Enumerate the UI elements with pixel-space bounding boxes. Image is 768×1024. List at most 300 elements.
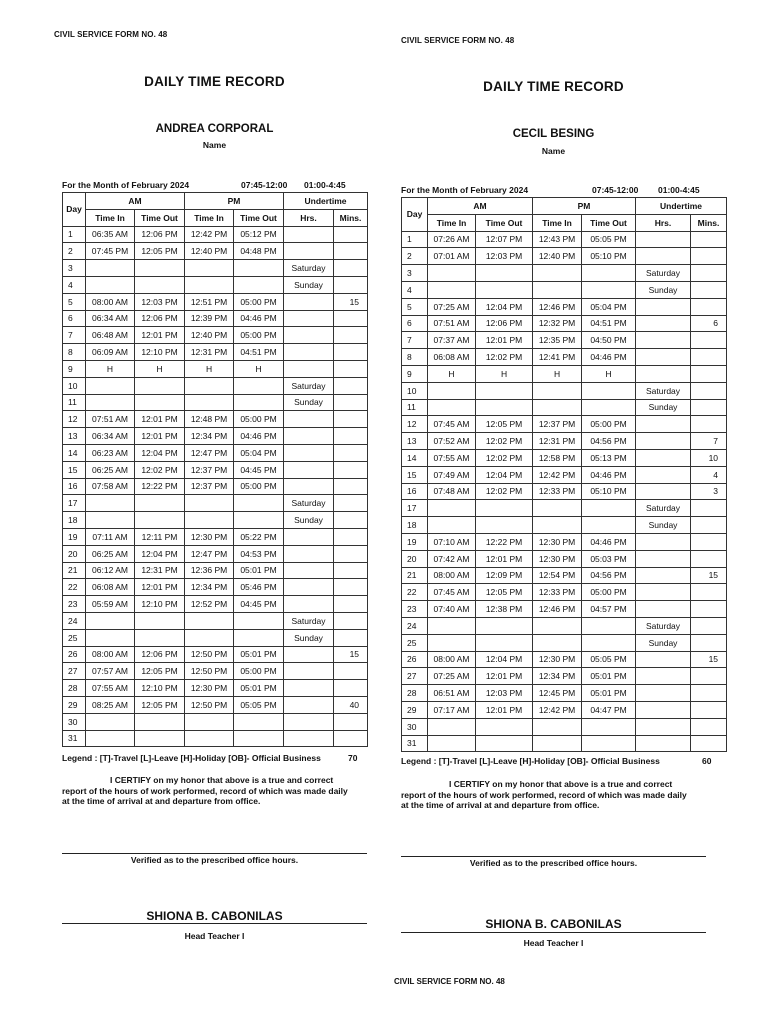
am-time-in-cell: 07:51 AM: [86, 411, 135, 428]
day-cell: 7: [63, 327, 86, 344]
table-row: [402, 315, 727, 332]
pm-time-in-cell: [185, 495, 234, 512]
pm-time-in-cell: 12:50 PM: [185, 663, 234, 680]
day-cell: 15: [402, 466, 428, 483]
am-time-out-cell: [476, 617, 533, 634]
pm-time-out-cell: 05:04 PM: [234, 444, 284, 461]
day-cell: 29: [63, 696, 86, 713]
undertime-mins-cell: [691, 231, 727, 248]
undertime-hrs-cell: [284, 696, 334, 713]
undertime-mins-cell: [691, 617, 727, 634]
table-row: [63, 663, 368, 680]
pm-time-in-cell: 12:46 PM: [533, 601, 582, 618]
table-row: [63, 260, 368, 277]
undertime-mins-cell: [334, 528, 368, 545]
table-row: [63, 579, 368, 596]
pm-time-out-cell: H: [234, 360, 284, 377]
pm-time-in-cell: 12:40 PM: [533, 248, 582, 265]
pm-time-out-cell: [582, 634, 636, 651]
am-time-in-cell: [428, 281, 476, 298]
pm-time-out-cell: [234, 495, 284, 512]
day-cell: 20: [63, 545, 86, 562]
am-time-in-cell: [86, 730, 135, 747]
day-cell: 26: [402, 651, 428, 668]
am-time-out-cell: 12:05 PM: [135, 243, 185, 260]
table-row: [402, 449, 727, 466]
pm-time-in-cell: [185, 276, 234, 293]
day-cell: 10: [402, 382, 428, 399]
table-row: [63, 293, 368, 310]
dtr-table: [62, 192, 368, 747]
am-time-in-cell: 07:57 AM: [86, 663, 135, 680]
am-time-out-cell: 12:06 PM: [476, 315, 533, 332]
table-row: [63, 495, 368, 512]
undertime-hrs-cell: [636, 332, 691, 349]
undertime-hrs-cell: [284, 596, 334, 613]
am-time-out-cell: [135, 512, 185, 529]
table-row: [402, 298, 727, 315]
pm-time-in-cell: 12:40 PM: [185, 327, 234, 344]
am-time-out-cell: 12:06 PM: [135, 226, 185, 243]
signature-line: [62, 853, 367, 854]
pm-time-out-cell: 05:12 PM: [234, 226, 284, 243]
pm-time-in-cell: [533, 517, 582, 534]
am-time-out-cell: [135, 394, 185, 411]
undertime-hrs-cell: [636, 416, 691, 433]
pm-time-in-cell: 12:52 PM: [185, 596, 234, 613]
pm-time-out-cell: [234, 377, 284, 394]
pm-time-in-cell: 12:32 PM: [533, 315, 582, 332]
table-row: [402, 265, 727, 282]
day-cell: 28: [63, 680, 86, 697]
undertime-mins-cell: [691, 399, 727, 416]
am-time-in-cell: 07:26 AM: [428, 231, 476, 248]
am-time-in-cell: 07:45 AM: [428, 584, 476, 601]
am-header: AM: [86, 193, 185, 210]
pm-time-in-cell: 12:30 PM: [533, 533, 582, 550]
pm-header: PM: [533, 198, 636, 215]
legend-text: Legend : [T]-Travel [L]-Leave [H]-Holiday [OB]- Official Business: [401, 756, 660, 766]
am-time-out-cell: 12:22 PM: [476, 533, 533, 550]
pm-hours: 01:00-4:45: [658, 185, 700, 195]
pm-time-in-cell: 12:31 PM: [185, 344, 234, 361]
undertime-hrs-cell: [636, 567, 691, 584]
undertime-mins-cell: 4: [691, 466, 727, 483]
day-cell: 22: [402, 584, 428, 601]
am-time-out-cell: 12:01 PM: [476, 668, 533, 685]
table-row: [63, 226, 368, 243]
table-row: [63, 713, 368, 730]
undertime-hrs-cell: [284, 428, 334, 445]
undertime-hrs-cell: [636, 298, 691, 315]
undertime-mins-cell: [334, 730, 368, 747]
pm-time-in-cell: 12:42 PM: [533, 701, 582, 718]
undertime-mins-cell: [334, 344, 368, 361]
undertime-mins-cell: [691, 634, 727, 651]
table-row: [402, 382, 727, 399]
undertime-hrs-cell: Saturday: [284, 612, 334, 629]
pm-time-out-cell: [234, 276, 284, 293]
am-time-out-cell: 12:04 PM: [476, 651, 533, 668]
am-time-out-cell: [135, 260, 185, 277]
table-row: [63, 680, 368, 697]
am-time-out-header: Time Out: [135, 209, 185, 226]
table-row: [63, 428, 368, 445]
pm-time-in-cell: [185, 512, 234, 529]
am-time-out-cell: 12:05 PM: [135, 663, 185, 680]
day-cell: 17: [63, 495, 86, 512]
pm-time-out-cell: 05:46 PM: [234, 579, 284, 596]
undertime-mins-cell: [691, 685, 727, 702]
am-time-in-cell: 06:12 AM: [86, 562, 135, 579]
table-row: [63, 310, 368, 327]
am-time-in-cell: 08:25 AM: [86, 696, 135, 713]
pm-time-out-cell: 05:00 PM: [234, 411, 284, 428]
undertime-hrs-cell: Saturday: [284, 495, 334, 512]
undertime-hrs-cell: [284, 528, 334, 545]
undertime-mins-cell: [334, 545, 368, 562]
am-time-in-cell: [86, 495, 135, 512]
am-time-in-cell: 07:52 AM: [428, 433, 476, 450]
undertime-mins-cell: [691, 517, 727, 534]
day-cell: 23: [402, 601, 428, 618]
undertime-hrs-cell: Sunday: [636, 281, 691, 298]
undertime-hrs-cell: [284, 730, 334, 747]
am-hours: 07:45-12:00: [592, 185, 639, 195]
table-row: [63, 596, 368, 613]
am-time-in-cell: 07:48 AM: [428, 483, 476, 500]
table-row: [63, 612, 368, 629]
day-cell: 20: [402, 550, 428, 567]
pm-time-out-cell: [234, 512, 284, 529]
am-time-in-cell: 07:58 AM: [86, 478, 135, 495]
table-row: [402, 550, 727, 567]
undertime-mins-cell: [691, 701, 727, 718]
day-cell: 12: [63, 411, 86, 428]
am-time-in-cell: 08:00 AM: [428, 567, 476, 584]
table-row: [402, 281, 727, 298]
am-time-in-cell: 07:10 AM: [428, 533, 476, 550]
table-row: [402, 567, 727, 584]
day-cell: 14: [63, 444, 86, 461]
verified-text: Verified as to the prescribed office hours.: [130, 855, 299, 865]
am-time-out-cell: 12:03 PM: [476, 248, 533, 265]
am-time-out-cell: 12:09 PM: [476, 567, 533, 584]
table-row: [402, 332, 727, 349]
am-time-in-header: Time In: [86, 209, 135, 226]
pm-time-in-cell: 12:41 PM: [533, 349, 582, 366]
pm-time-out-cell: [582, 281, 636, 298]
undertime-mins-cell: 7: [691, 433, 727, 450]
signer-position: Head Teacher I: [184, 931, 245, 941]
pm-time-in-cell: [533, 399, 582, 416]
am-time-in-cell: 07:37 AM: [428, 332, 476, 349]
day-cell: 2: [402, 248, 428, 265]
pm-time-out-cell: [234, 713, 284, 730]
pm-time-out-cell: 05:01 PM: [234, 680, 284, 697]
day-cell: 15: [63, 461, 86, 478]
pm-time-out-cell: 04:46 PM: [582, 533, 636, 550]
am-time-out-cell: 12:10 PM: [135, 680, 185, 697]
day-cell: 13: [63, 428, 86, 445]
pm-time-in-cell: 12:37 PM: [185, 461, 234, 478]
pm-time-out-cell: 05:10 PM: [582, 483, 636, 500]
employee-name: ANDREA CORPORAL: [155, 123, 274, 135]
undertime-hrs-cell: [636, 433, 691, 450]
am-time-out-cell: [135, 629, 185, 646]
undertime-hrs-cell: [636, 718, 691, 735]
day-cell: 29: [402, 701, 428, 718]
day-cell: 24: [63, 612, 86, 629]
am-time-in-cell: [86, 276, 135, 293]
am-time-in-cell: 06:09 AM: [86, 344, 135, 361]
pm-time-out-cell: 05:22 PM: [234, 528, 284, 545]
hrs-header: Hrs.: [636, 214, 691, 231]
undertime-hrs-cell: [636, 533, 691, 550]
pm-time-out-cell: 04:56 PM: [582, 433, 636, 450]
am-time-out-cell: 12:04 PM: [135, 444, 185, 461]
am-header: AM: [428, 198, 533, 215]
pm-time-in-cell: 12:31 PM: [533, 433, 582, 450]
table-row: [402, 349, 727, 366]
undertime-hrs-cell: [636, 231, 691, 248]
table-row: [402, 584, 727, 601]
pm-time-in-cell: [185, 612, 234, 629]
am-time-out-cell: [476, 399, 533, 416]
pm-time-out-cell: 05:00 PM: [582, 584, 636, 601]
undertime-hrs-cell: [636, 483, 691, 500]
undertime-hrs-cell: [284, 680, 334, 697]
am-time-in-cell: 07:17 AM: [428, 701, 476, 718]
undertime-mins-cell: [691, 298, 727, 315]
am-time-out-cell: 12:02 PM: [135, 461, 185, 478]
am-time-in-cell: 06:08 AM: [428, 349, 476, 366]
table-row: [402, 500, 727, 517]
pm-time-out-cell: 04:57 PM: [582, 601, 636, 618]
am-time-out-cell: 12:01 PM: [135, 579, 185, 596]
pm-time-out-cell: 04:47 PM: [582, 701, 636, 718]
table-row: [63, 327, 368, 344]
pm-time-out-cell: 05:00 PM: [234, 293, 284, 310]
signature-line: [401, 856, 706, 857]
undertime-hrs-cell: [636, 248, 691, 265]
pm-time-in-cell: 12:40 PM: [185, 243, 234, 260]
day-cell: 3: [63, 260, 86, 277]
am-time-out-cell: 12:11 PM: [135, 528, 185, 545]
pm-time-in-cell: 12:35 PM: [533, 332, 582, 349]
undertime-mins-cell: [691, 718, 727, 735]
table-row: [63, 512, 368, 529]
table-row: [63, 562, 368, 579]
am-time-in-cell: 06:25 AM: [86, 461, 135, 478]
day-cell: 11: [402, 399, 428, 416]
hrs-header: Hrs.: [284, 209, 334, 226]
table-row: [402, 433, 727, 450]
am-time-in-cell: 06:51 AM: [428, 685, 476, 702]
am-time-in-cell: 07:42 AM: [428, 550, 476, 567]
am-time-in-cell: 07:25 AM: [428, 668, 476, 685]
am-time-out-cell: [135, 612, 185, 629]
am-time-out-cell: [476, 265, 533, 282]
day-header: Day: [63, 193, 86, 227]
signer-line: [62, 923, 367, 924]
am-time-in-cell: [86, 377, 135, 394]
am-time-out-cell: 12:01 PM: [476, 701, 533, 718]
signer-line: [401, 932, 706, 933]
undertime-mins-cell: [691, 416, 727, 433]
am-time-out-cell: [135, 276, 185, 293]
undertime-hrs-cell: [636, 584, 691, 601]
pm-time-in-cell: [533, 281, 582, 298]
day-cell: 5: [402, 298, 428, 315]
undertime-hrs-cell: Sunday: [284, 629, 334, 646]
pm-time-in-cell: 12:47 PM: [185, 444, 234, 461]
undertime-hrs-cell: [284, 243, 334, 260]
table-row: [402, 651, 727, 668]
form-number-label: CIVIL SERVICE FORM NO. 48: [401, 36, 515, 45]
pm-time-in-cell: 12:50 PM: [185, 696, 234, 713]
am-time-in-cell: 08:00 AM: [86, 293, 135, 310]
am-time-in-cell: [428, 265, 476, 282]
undertime-hrs-cell: Sunday: [284, 394, 334, 411]
pm-time-out-cell: 05:04 PM: [582, 298, 636, 315]
undertime-hrs-cell: [284, 444, 334, 461]
am-time-in-cell: 06:34 AM: [86, 428, 135, 445]
am-time-out-cell: 12:01 PM: [135, 327, 185, 344]
pm-time-out-cell: [582, 382, 636, 399]
pm-time-in-cell: 12:36 PM: [185, 562, 234, 579]
pm-time-in-cell: [533, 382, 582, 399]
pm-time-out-cell: 04:45 PM: [234, 596, 284, 613]
undertime-mins-cell: [691, 349, 727, 366]
undertime-mins-cell: [334, 394, 368, 411]
undertime-mins-cell: [691, 584, 727, 601]
table-row: [63, 243, 368, 260]
month-label: For the Month of February 2024: [401, 185, 529, 195]
pm-time-in-cell: 12:42 PM: [533, 466, 582, 483]
am-time-out-cell: 12:02 PM: [476, 433, 533, 450]
undertime-mins-cell: [691, 248, 727, 265]
am-time-in-cell: 07:11 AM: [86, 528, 135, 545]
dtr-table: [401, 197, 727, 752]
certification-text: I CERTIFY on my honor that above is a true and correct report of the hours of work performed, record of which was made daily at the time of arrival at and departure from office.: [401, 779, 687, 810]
table-row: [402, 617, 727, 634]
am-time-out-cell: 12:38 PM: [476, 601, 533, 618]
pm-time-out-cell: 05:01 PM: [582, 685, 636, 702]
am-time-in-cell: [428, 382, 476, 399]
undertime-mins-cell: [334, 428, 368, 445]
pm-time-out-cell: 04:46 PM: [234, 310, 284, 327]
undertime-hrs-cell: [636, 701, 691, 718]
dtr-rows: [402, 231, 727, 752]
undertime-hrs-cell: Sunday: [636, 634, 691, 651]
am-time-in-cell: 07:51 AM: [428, 315, 476, 332]
day-cell: 2: [63, 243, 86, 260]
pm-time-out-cell: [582, 500, 636, 517]
undertime-mins-cell: [691, 365, 727, 382]
am-time-in-header: Time In: [428, 214, 476, 231]
pm-time-out-cell: 05:00 PM: [234, 327, 284, 344]
pm-time-out-cell: 04:46 PM: [582, 349, 636, 366]
day-cell: 24: [402, 617, 428, 634]
undertime-mins-cell: [334, 596, 368, 613]
legend-row: [401, 756, 712, 766]
table-row: [402, 365, 727, 382]
am-time-out-cell: 12:02 PM: [476, 449, 533, 466]
am-time-out-cell: 12:03 PM: [476, 685, 533, 702]
am-time-out-cell: 12:04 PM: [476, 298, 533, 315]
day-cell: 21: [63, 562, 86, 579]
am-time-in-cell: 06:23 AM: [86, 444, 135, 461]
undertime-hrs-cell: Saturday: [284, 260, 334, 277]
undertime-mins-cell: [691, 500, 727, 517]
undertime-hrs-cell: [636, 466, 691, 483]
pm-time-out-cell: [582, 718, 636, 735]
am-time-out-cell: 12:10 PM: [135, 596, 185, 613]
pm-time-out-cell: 04:50 PM: [582, 332, 636, 349]
pm-time-in-cell: 12:45 PM: [533, 685, 582, 702]
signer-position: Head Teacher I: [523, 938, 584, 948]
am-time-in-cell: [86, 260, 135, 277]
table-row: [402, 231, 727, 248]
pm-time-in-cell: [185, 377, 234, 394]
am-time-in-cell: 07:55 AM: [428, 449, 476, 466]
pm-time-in-cell: 12:37 PM: [185, 478, 234, 495]
day-cell: 4: [63, 276, 86, 293]
am-time-out-cell: 12:05 PM: [476, 584, 533, 601]
day-cell: 9: [63, 360, 86, 377]
pm-time-in-cell: [533, 500, 582, 517]
am-time-out-cell: 12:04 PM: [476, 466, 533, 483]
undertime-mins-cell: [334, 495, 368, 512]
pm-time-in-cell: 12:43 PM: [533, 231, 582, 248]
table-row: [402, 668, 727, 685]
am-time-out-cell: [476, 735, 533, 752]
undertime-hrs-cell: [636, 668, 691, 685]
pm-time-in-cell: [185, 260, 234, 277]
table-row: [402, 601, 727, 618]
undertime-mins-cell: [334, 512, 368, 529]
pm-time-out-cell: [582, 265, 636, 282]
pm-time-out-cell: 04:51 PM: [582, 315, 636, 332]
name-caption: Name: [541, 146, 566, 156]
am-time-in-cell: 07:01 AM: [428, 248, 476, 265]
pm-time-out-cell: 05:13 PM: [582, 449, 636, 466]
day-cell: 22: [63, 579, 86, 596]
am-time-out-cell: [476, 517, 533, 534]
am-time-in-cell: [428, 517, 476, 534]
pm-time-in-cell: 12:48 PM: [185, 411, 234, 428]
day-cell: 3: [402, 265, 428, 282]
am-time-out-cell: [476, 500, 533, 517]
day-cell: 19: [402, 533, 428, 550]
table-row: [402, 701, 727, 718]
am-time-out-cell: 12:06 PM: [135, 310, 185, 327]
table-row: [63, 377, 368, 394]
pm-time-in-cell: [533, 617, 582, 634]
day-cell: 13: [402, 433, 428, 450]
undertime-mins-cell: [691, 281, 727, 298]
dtr-form-cecil: [401, 36, 720, 956]
table-row: [63, 461, 368, 478]
am-time-out-cell: 12:22 PM: [135, 478, 185, 495]
am-time-out-cell: 12:01 PM: [476, 332, 533, 349]
undertime-hrs-cell: Sunday: [636, 517, 691, 534]
pm-hours: 01:00-4:45: [304, 180, 346, 190]
pm-time-in-cell: 12:46 PM: [533, 298, 582, 315]
day-cell: 9: [402, 365, 428, 382]
day-cell: 14: [402, 449, 428, 466]
